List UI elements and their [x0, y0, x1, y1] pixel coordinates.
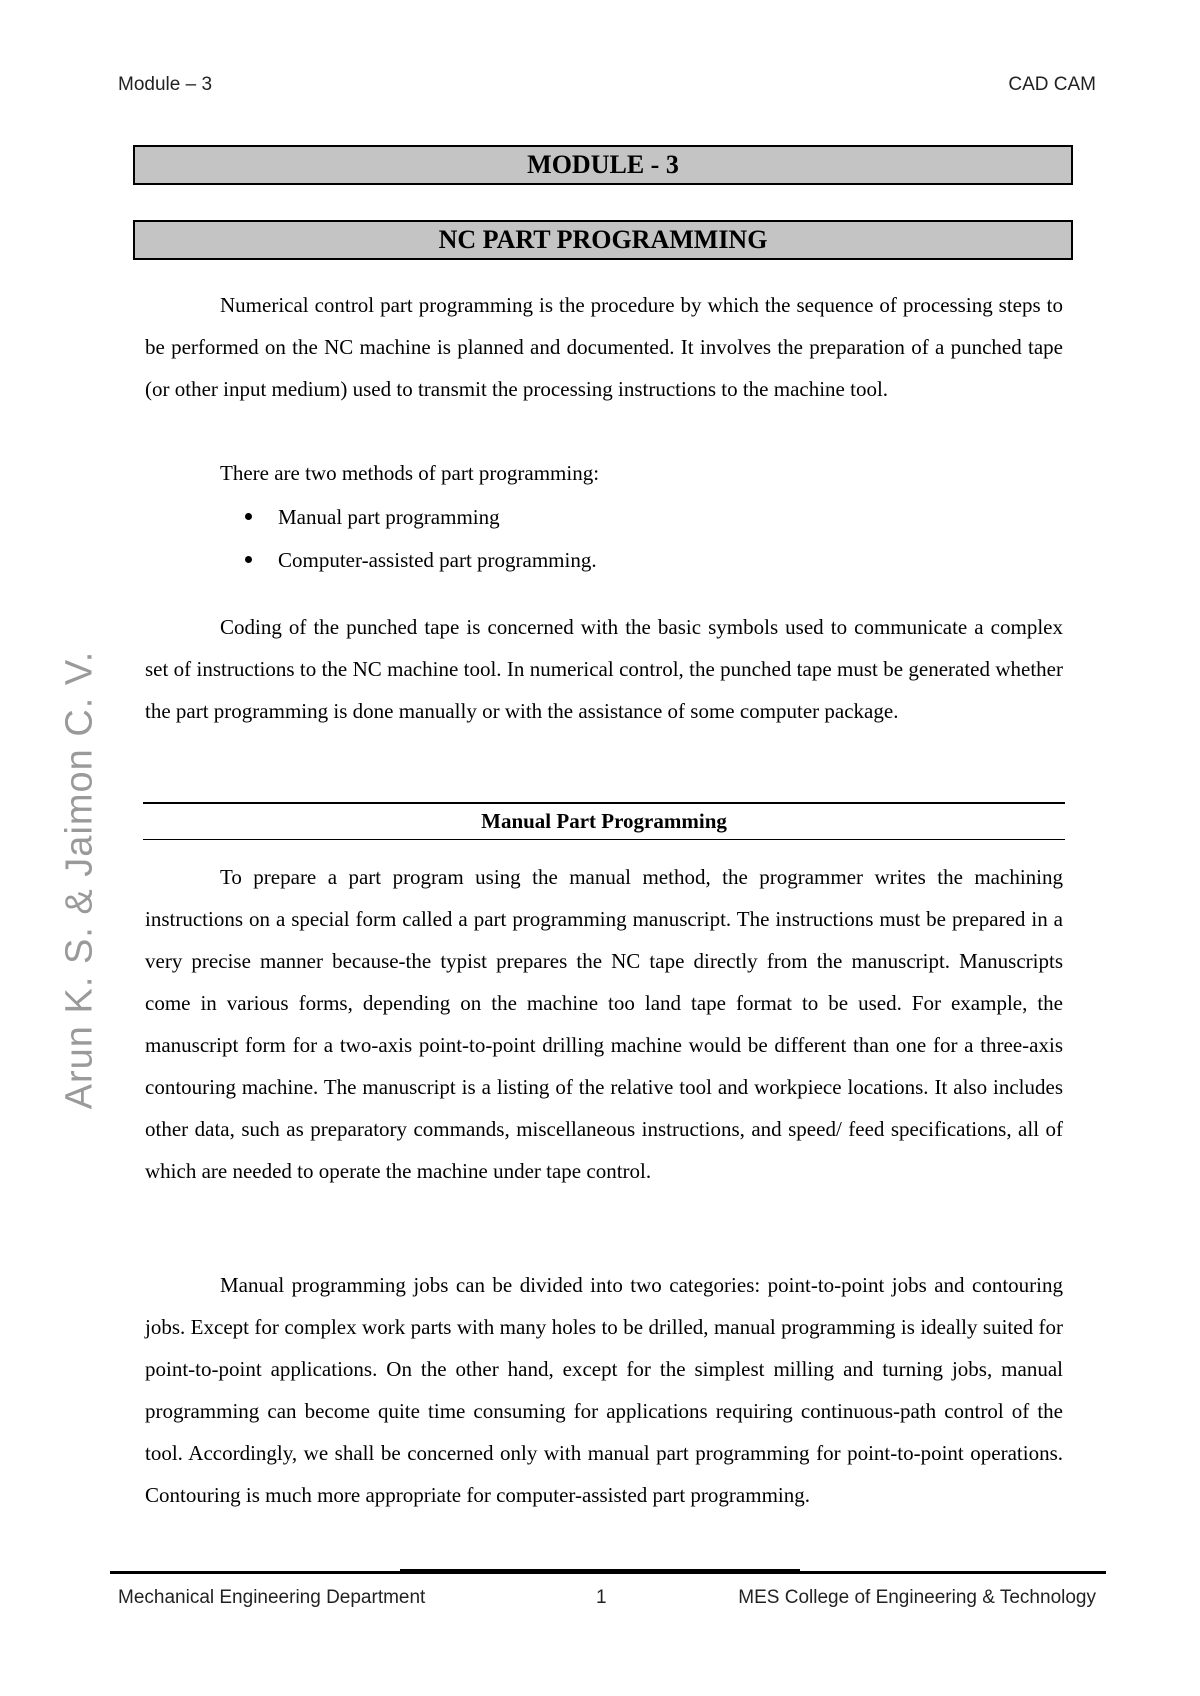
paragraph-text: Numerical control part programming is the procedure by which the sequence of processing steps to be performed on the NC machine is planned and documented. It involves the preparation of a punched tape (or other input medium) used to transmit the processing instructions to the machine tool. — [145, 293, 1063, 401]
list-item-label: Computer-assisted part programming. — [278, 547, 597, 572]
paragraph-categories — [145, 1264, 1063, 1516]
bullet-icon — [245, 556, 252, 563]
footer-department: Mechanical Engineering Department — [118, 1587, 426, 1608]
list-item-label: Manual part programming — [278, 504, 500, 529]
author-watermark: Arun K. S. & Jaimon C. V. — [58, 650, 101, 1110]
footer-rule-accent — [400, 1569, 800, 1574]
section-title: Manual Part Programming — [481, 809, 727, 833]
paragraph-coding — [145, 606, 1063, 732]
header-module: Module – 3 — [118, 74, 213, 95]
paragraph-intro — [145, 284, 1063, 410]
footer-college: MES College of Engineering & Technology — [738, 1587, 1096, 1608]
methods-list — [245, 495, 597, 581]
paragraph-text: Manual programming jobs can be divided into two categories: point-to-point jobs and contouring jobs. Except for complex work parts with many holes to be drilled, manual programming is ideally suited for point-to-point applications. On the other hand, except for the simplest milling and turning jobs, manual programming can become quite time consuming for applications requiring continuous-path control of the tool. Accordingly, we shall be concerned only with manual part programming for point-to-point operations. Contouring is much more appropriate for computer-assisted part programming. — [145, 1273, 1063, 1507]
list-item — [245, 538, 597, 581]
header-course: CAD CAM — [1008, 74, 1096, 95]
section-rule-bottom — [143, 839, 1065, 840]
module-title: MODULE - 3 — [527, 150, 679, 179]
paragraph-text: Coding of the punched tape is concerned with the basic symbols used to communicate a complex set of instructions to the NC machine tool. In numerical control, the punched tape must be generated whether the part programming is done manually or with the assistance of some computer package. — [145, 615, 1063, 723]
chapter-title-box — [133, 220, 1073, 260]
bullet-icon — [245, 513, 252, 520]
list-item — [245, 495, 597, 538]
module-title-box — [133, 145, 1073, 185]
paragraph-manual-method — [145, 856, 1063, 1192]
methods-intro: There are two methods of part programming: — [220, 461, 600, 485]
page-number: 1 — [596, 1587, 607, 1608]
chapter-title: NC PART PROGRAMMING — [438, 225, 768, 254]
paragraph-text: To prepare a part program using the manual method, the programmer writes the machining instructions on a special form called a part programming manuscript. The instructions must be prepared in a very precise manner because-the typist prepares the NC tape directly from the manuscript. Manuscripts come in various forms, depending on the machine too land tape format to be used. For example, the manuscript form for a two-axis point-to-point drilling machine would be different than one for a three-axis contouring machine. The manuscript is a listing of the relative tool and workpiece locations. It also includes other data, such as preparatory commands, miscellaneous instructions, and speed/ feed specifications, all of which are needed to operate the machine under tape control. — [145, 865, 1063, 1183]
